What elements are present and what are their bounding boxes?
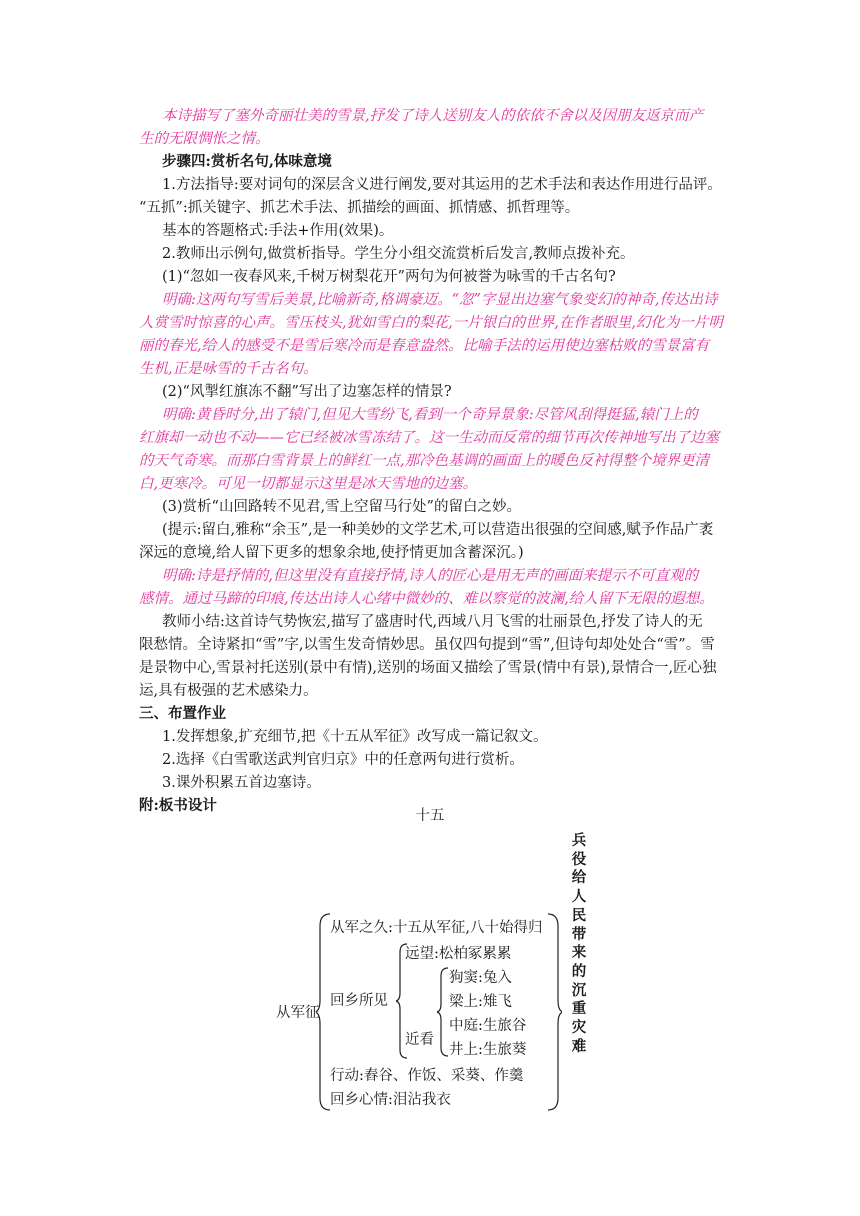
hint-line2: 深远的意境,给人留下更多的想象余地,使抒情更加含蓄深沉。) [139,545,524,561]
answer-2-line2: 红旗却一动也不动——它已经被冰雪冻结了。这一生动而反常的细节再次传神地写出了边塞 [139,430,719,446]
summary-line1: 教师小结:这首诗气势恢宏,描写了盛唐时代,西域八月飞雪的壮丽景色,抒发了诗人的无 [162,614,703,630]
method-guidance: 1.方法指导:要对词句的深层含义进行阐发,要对其运用的艺术手法和表达作用进行品评。 [162,177,722,193]
near-item-courtyard: 中庭:生旅谷 [449,1018,527,1034]
homework-2: 2.选择《白雪歌送武判官归京》中的任意两句进行赏析。 [162,752,524,768]
root-label: 从军征 [276,1005,320,1021]
answer-3-line2: 感情。通过马蹄的印痕,传达出诗人心绪中微妙的、难以察觉的波澜,给人留下无限的遐想。 [139,591,714,607]
item-homecoming: 回乡所见 [330,993,388,1009]
answer-1-line3: 丽的春光,给人的感受不是雪后寒冷而是春意盎然。比喻手法的运用使边塞枯败的雪景富有 [139,338,710,354]
answer-1-line4: 生机,正是咏雪的千古名句。 [139,361,318,377]
board-design-heading: 附:板书设计 [139,797,217,814]
answer-3-line1: 明确:诗是抒情的,但这里没有直接抒情,诗人的匠心是用无声的画面来提示不可直观的 [162,568,699,584]
near-item-well: 井上:生旅葵 [449,1042,527,1058]
summary-line2: 限愁情。全诗紧扣“雪”字,以雪生发奇情妙思。虽仅四句提到“雪”,但诗句却处处合“雪”。雪 [139,637,715,653]
homework-1: 1.发挥想象,扩充细节,把《十五从军征》改写成一篇记叙文。 [162,729,548,745]
teacher-example: 2.教师出示例句,做赏析指导。学生分小组交流赏析后发言,教师点拨补充。 [162,246,635,262]
question-1: (1)“忽如一夜春风来,千树万树梨花开”两句为何被誉为咏雪的千古名句? [162,269,616,285]
homework-heading: 三、布置作业 [139,705,226,722]
answer-1-line1: 明确:这两句写雪后美景,比喻新奇,格调豪迈。“忽”字显出边塞气象变幻的神奇,传达出诗 [162,292,718,308]
summary-line3: 是景物中心,雪景衬托送别(景中有情),送别的场面又描绘了雪景(情中有景),景情合一,匠心独 [139,660,717,676]
homework-3: 3.课外积累五首边塞诗。 [162,775,321,791]
right-brace [544,912,562,1112]
answer-2-line1: 明确:黄昏时分,出了辕门,但见大雪纷飞,看到一个奇异景象:尽管风刮得挺猛,辕门上的 [162,407,698,423]
paragraph-summary-line2: 生的无限惆怅之情。 [139,131,270,147]
item-duration: 从军之久:十五从军征,八十始得归 [330,920,543,936]
near-item-dog-hole: 狗窦:兔入 [449,970,512,986]
step-four-heading: 步骤四:赏析名句,体味意境 [162,153,332,170]
paragraph-summary-line1: 本诗描写了塞外奇丽壮美的雪景,抒发了诗人送别友人的依依不舍以及因朋友返京而产 [162,108,704,124]
item-feelings: 回乡心情:泪沾我衣 [330,1092,451,1108]
answer-2-line3: 的天气奇寒。而那白雪背景上的鲜红一点,那冷色基调的画面上的暖色反衬得整个境界更清 [139,453,710,469]
question-2: (2)“风掣红旗冻不翻”写出了边塞怎样的情景? [162,384,452,400]
theme-vertical-text: 兵役给人民带来的沉重灾难 [571,832,587,1055]
near-item-beam: 梁上:雉飞 [449,994,512,1010]
answer-format: 基本的答题格式:手法+作用(效果)。 [162,223,394,239]
five-grasps: “五抓”:抓关键字、抓艺术手法、抓描绘的画面、抓情感、抓哲理等。 [139,200,580,216]
answer-1-line2: 人赏雪时惊喜的心声。雪压枝头,犹如雪白的梨花,一片银白的世界,在作者眼里,幻化为一片明 [139,315,723,331]
answer-2-line4: 白,更寒冷。可见一切都显示这里是冰天雪地的边塞。 [139,476,478,492]
near-view-label: 近看 [405,1032,434,1048]
summary-line4: 运,具有极强的艺术感染力。 [139,683,318,699]
item-actions: 行动:舂谷、作饭、采葵、作羹 [330,1068,524,1084]
board-title: 十五 [415,808,445,824]
question-3: (3)赏析“山回路转不见君,雪上空留马行处”的留白之妙。 [162,499,521,515]
hint-line1: (提示:留白,雅称“余玉”,是一种美妙的文学艺术,可以营造出很强的空间感,赋予作品广袤 [162,522,714,538]
far-view: 远望:松柏冢累累 [405,946,512,962]
